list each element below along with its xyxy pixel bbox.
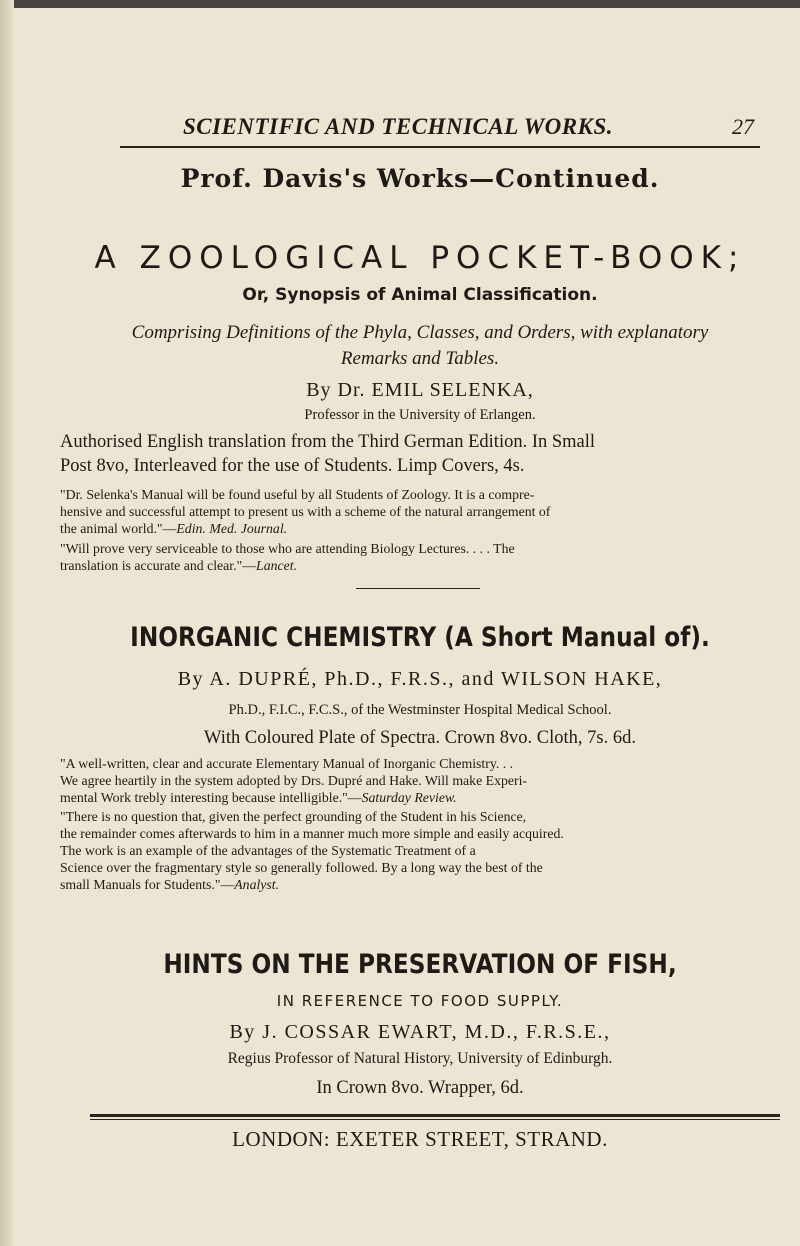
zoological-description-line1: Comprising Definitions of the Phyla, Classes, and Orders, with explanatory xyxy=(131,322,709,343)
scan-top-edge xyxy=(0,0,800,8)
zoological-affiliation: Professor in the University of Erlangen. xyxy=(304,407,536,423)
zoological-description-line2: Remarks and Tables. xyxy=(340,348,500,369)
hints-details: In Crown 8vo. Wrapper, 6d. xyxy=(316,1078,524,1098)
zoological-review-1 xyxy=(60,486,780,537)
inorganic-review-2-line3: The work is an example of the advantages of the Systematic Treatment of a xyxy=(60,843,476,858)
footer-imprint: LONDON: EXETER STREET, STRAND. xyxy=(232,1127,608,1151)
inorganic-title-wrap xyxy=(60,622,780,653)
inorganic-review-1-line3 xyxy=(60,789,780,806)
inorganic-review-1-source: Saturday Review. xyxy=(361,790,457,805)
zoological-description xyxy=(60,320,780,372)
running-head-title: SCIENTIFIC AND TECHNICAL WORKS. xyxy=(182,114,614,139)
footer-rule-thick xyxy=(90,1114,780,1117)
inorganic-byline: By A. DUPRÉ, Ph.D., F.R.S., and WILSON HAKE, xyxy=(177,668,663,690)
inorganic-review-2-line1: "There is no question that, given the perfect grounding of the Student in his Science, xyxy=(60,809,527,824)
inorganic-review-1-text: mental Work trebly interesting because intelligible."— xyxy=(60,790,362,805)
inorganic-review-1 xyxy=(60,755,780,806)
hints-byline: By J. COSSAR EWART, M.D., F.R.S.E., xyxy=(229,1021,611,1043)
hints-title-wrap xyxy=(60,949,780,980)
zoological-review-2-line2 xyxy=(60,557,780,574)
running-head xyxy=(114,114,758,144)
inorganic-review-2-line2: the remainder comes afterwards to him in a manner much more simple and easily acquired. xyxy=(60,826,564,841)
inorganic-review-2 xyxy=(60,808,780,893)
inorganic-review-2-line4: Science over the fragmentary style so generally followed. By a long way the best of the xyxy=(60,860,543,875)
zoological-review-1-source: Edin. Med. Journal. xyxy=(176,521,288,536)
zoological-byline: By Dr. EMIL SELENKA, xyxy=(306,379,534,401)
zoological-review-1-line3 xyxy=(60,520,780,537)
inorganic-review-1-line1: "A well-written, clear and accurate Elementary Manual of Inorganic Chemistry. . . xyxy=(60,756,514,771)
zoological-details xyxy=(60,430,780,478)
inorganic-affiliation: Ph.D., F.I.C., F.C.S., of the Westminster Hospital Medical School. xyxy=(228,702,612,718)
zoological-title: A ZOOLOGICAL POCKET-BOOK; xyxy=(94,240,746,276)
zoological-details-line1: Authorised English translation from the Third German Edition. In Small xyxy=(60,432,596,452)
zoological-review-2-text: translation is accurate and clear."— xyxy=(60,558,257,573)
footer-rule-thin xyxy=(90,1119,780,1120)
inorganic-details: With Coloured Plate of Spectra. Crown 8vo. Cloth, 7s. 6d. xyxy=(204,728,636,748)
zoological-review-1-text: the animal world."— xyxy=(60,521,177,536)
inorganic-review-2-source: Analyst. xyxy=(234,877,280,892)
zoological-details-line2: Post 8vo, Interleaved for the use of Students. Limp Covers, 4s. xyxy=(60,456,525,476)
zoological-review-2-source: Lancet. xyxy=(256,558,298,573)
zoological-review-2 xyxy=(60,540,780,574)
hints-subtitle: IN REFERENCE TO FOOD SUPPLY. xyxy=(276,992,564,1010)
hints-title: HINTS ON THE PRESERVATION OF FISH, xyxy=(163,949,677,980)
inorganic-review-1-line2: We agree heartily in the system adopted by Drs. Dupré and Hake. Will make Experi- xyxy=(60,773,528,788)
inorganic-review-2-line5 xyxy=(60,876,780,893)
zoological-review-1-line2: hensive and successful attempt to present us with a scheme of the natural arrangement of xyxy=(60,504,551,519)
section-divider-1 xyxy=(356,588,480,589)
zoological-subtitle: Or, Synopsis of Animal Classification. xyxy=(242,285,598,305)
series-heading: Prof. Davis's Works—Continued. xyxy=(180,164,660,193)
scan-spine-shadow xyxy=(0,0,14,1246)
zoological-review-1-line1: "Dr. Selenka's Manual will be found useful by all Students of Zoology. It is a compre- xyxy=(60,487,535,502)
head-rule xyxy=(120,146,760,148)
page-number: 27 xyxy=(732,114,754,139)
inorganic-title: INORGANIC CHEMISTRY (A Short Manual of). xyxy=(130,622,710,653)
inorganic-review-2-text: small Manuals for Students."— xyxy=(60,877,235,892)
hints-affiliation: Regius Professor of Natural History, University of Edinburgh. xyxy=(227,1050,613,1067)
zoological-review-2-line1: "Will prove very serviceable to those who are attending Biology Lectures. . . . The xyxy=(60,541,515,556)
